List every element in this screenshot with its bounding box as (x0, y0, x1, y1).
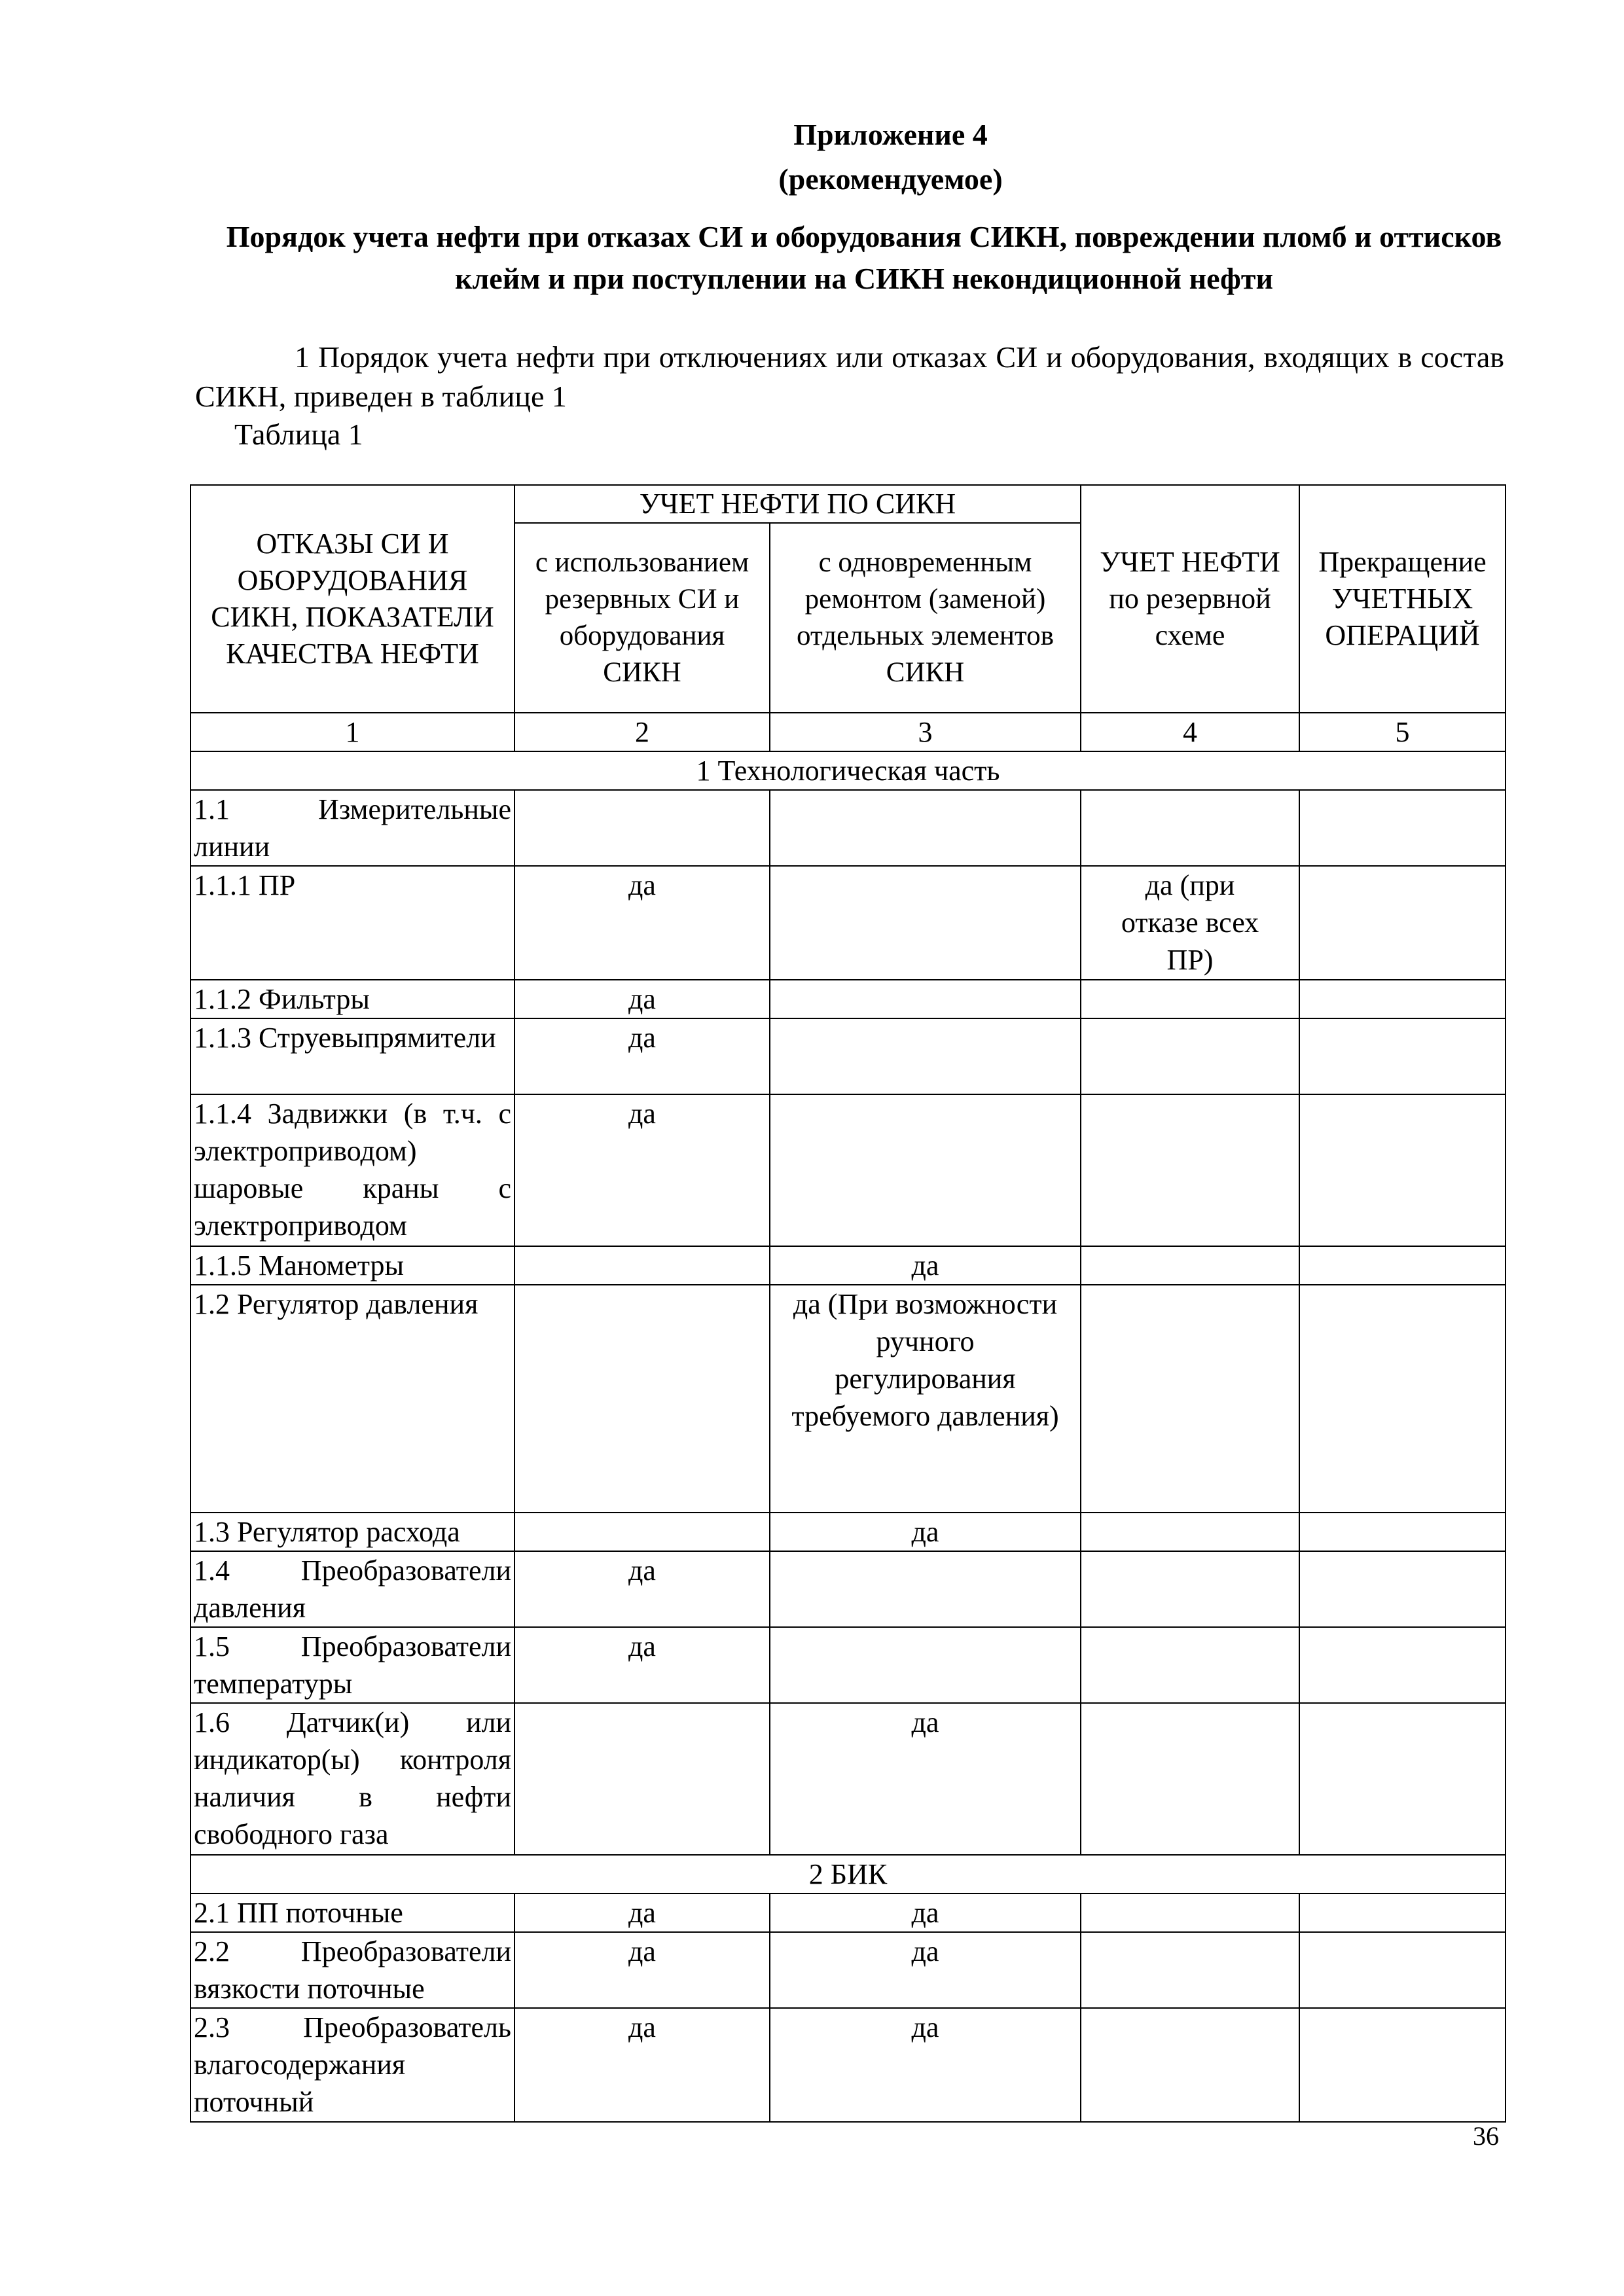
table-row (190, 2008, 1506, 2122)
cell-backup-scheme (1081, 2008, 1299, 2122)
table-row (190, 1627, 1506, 1703)
cell-backup-scheme (1081, 1246, 1299, 1285)
cell-backup-scheme (1081, 1627, 1299, 1703)
cell-stop (1299, 1893, 1506, 1932)
row-label: 1.6 Датчик(и) или индикатор(ы) контроля наличия в нефти свободного газа (190, 1703, 514, 1855)
table-row (190, 1285, 1506, 1513)
cell-reserve: да (514, 866, 770, 980)
header-col2: с использованием резервных СИ и оборудования СИКН (514, 523, 770, 713)
cell-stop (1299, 980, 1506, 1018)
cell-repair (770, 1018, 1081, 1094)
cell-stop (1299, 2008, 1506, 2122)
cell-reserve (514, 1246, 770, 1285)
annex-status: (рекомендуемое) (778, 162, 1003, 196)
table-row (190, 1513, 1506, 1551)
cell-repair (770, 1094, 1081, 1246)
cell-reserve (514, 1513, 770, 1551)
cell-repair (770, 866, 1081, 980)
cell-repair (770, 980, 1081, 1018)
table-row (190, 1893, 1506, 1932)
table-row (190, 1094, 1506, 1246)
cell-reserve (514, 1703, 770, 1855)
cell-stop (1299, 1094, 1506, 1246)
section-row: 2 БИК (190, 1855, 1506, 1893)
row-label: 2.3 Преобразователь влагосодержания поточный (190, 2008, 514, 2122)
cell-reserve: да (514, 1094, 770, 1246)
column-number: 4 (1081, 713, 1299, 751)
cell-backup-scheme (1081, 980, 1299, 1018)
cell-reserve: да (514, 1627, 770, 1703)
cell-stop (1299, 1513, 1506, 1551)
cell-repair: да (770, 1893, 1081, 1932)
cell-repair (770, 790, 1081, 866)
cell-reserve: да (514, 1893, 770, 1932)
cell-backup-scheme (1081, 790, 1299, 866)
row-label: 2.2 Преобразователи вязкости поточные (190, 1932, 514, 2008)
column-number: 1 (190, 713, 514, 751)
row-label: 1.1.3 Струевыпрямители (190, 1018, 514, 1094)
table-caption: Таблица 1 (234, 418, 363, 451)
cell-backup-scheme (1081, 1932, 1299, 2008)
row-label: 2.1 ПП поточные (190, 1893, 514, 1932)
cell-repair (770, 1627, 1081, 1703)
cell-reserve: да (514, 1551, 770, 1627)
cell-backup-scheme (1081, 1703, 1299, 1855)
table-row (190, 1932, 1506, 2008)
header-col4: УЧЕТ НЕФТИ по резервной схеме (1081, 485, 1299, 713)
column-number: 3 (770, 713, 1081, 751)
page-number: 36 (1473, 2121, 1499, 2151)
row-label: 1.5 Преобразователи температуры (190, 1627, 514, 1703)
cell-stop (1299, 1932, 1506, 2008)
column-number: 2 (514, 713, 770, 751)
cell-repair: да (770, 1246, 1081, 1285)
cell-reserve: да (514, 1932, 770, 2008)
cell-repair: да (770, 1513, 1081, 1551)
cell-backup-scheme (1081, 1551, 1299, 1627)
column-number: 5 (1299, 713, 1506, 751)
header-col1: ОТКАЗЫ СИ И ОБОРУДОВАНИЯ СИКН, ПОКАЗАТЕЛИ КАЧЕСТВА НЕФТИ (190, 485, 514, 713)
table-row (190, 1551, 1506, 1627)
cell-backup-scheme (1081, 1094, 1299, 1246)
intro-paragraph: 1 Порядок учета нефти при отключениях или отказах СИ и оборудования, входящих в состав СИКН, приведен в таблице 1 (195, 340, 1504, 413)
document-heading: Порядок учета нефти при отказах СИ и оборудования СИКН, повреждении пломб и оттисков клейм и при поступлении на СИКН некондиционной нефти (226, 220, 1502, 295)
cell-backup-scheme (1081, 1893, 1299, 1932)
cell-repair: да (При возможности ручного регулирования требуемого давления) (770, 1285, 1081, 1513)
cell-reserve (514, 790, 770, 866)
cell-repair: да (770, 2008, 1081, 2122)
cell-reserve: да (514, 980, 770, 1018)
row-label: 1.1.1 ПР (190, 866, 514, 980)
failure-accounting-table (190, 484, 1506, 2123)
table-row (190, 980, 1506, 1018)
cell-repair (770, 1551, 1081, 1627)
cell-repair: да (770, 1932, 1081, 2008)
cell-backup-scheme: да (при отказе всех ПР) (1081, 866, 1299, 980)
table-row (190, 1018, 1506, 1094)
row-label: 1.1.2 Фильтры (190, 980, 514, 1018)
table-row (190, 1703, 1506, 1855)
table-row (190, 790, 1506, 866)
row-label: 1.1.5 Манометры (190, 1246, 514, 1285)
header-group: УЧЕТ НЕФТИ ПО СИКН (514, 485, 1081, 523)
cell-backup-scheme (1081, 1285, 1299, 1513)
cell-stop (1299, 866, 1506, 980)
cell-stop (1299, 1246, 1506, 1285)
header-col3: с одновременным ремонтом (заменой) отдельных элементов СИКН (770, 523, 1081, 713)
row-label: 1.4 Преобразователи давления (190, 1551, 514, 1627)
table-row (190, 866, 1506, 980)
cell-reserve (514, 1285, 770, 1513)
cell-stop (1299, 1703, 1506, 1855)
cell-backup-scheme (1081, 1018, 1299, 1094)
cell-reserve: да (514, 1018, 770, 1094)
cell-stop (1299, 1551, 1506, 1627)
cell-stop (1299, 790, 1506, 866)
header-col5: Прекращение УЧЕТНЫХ ОПЕРАЦИЙ (1299, 485, 1506, 713)
row-label: 1.1 Измерительные линии (190, 790, 514, 866)
section-row: 1 Технологическая часть (190, 751, 1506, 790)
cell-stop (1299, 1627, 1506, 1703)
annex-number: Приложение 4 (793, 118, 988, 151)
row-label: 1.1.4 Задвижки (в т.ч. с электроприводом) шаровые краны с электроприводом (190, 1094, 514, 1246)
row-label: 1.2 Регулятор давления (190, 1285, 514, 1513)
cell-reserve: да (514, 2008, 770, 2122)
cell-stop (1299, 1285, 1506, 1513)
cell-repair: да (770, 1703, 1081, 1855)
table-row (190, 1246, 1506, 1285)
cell-backup-scheme (1081, 1513, 1299, 1551)
cell-stop (1299, 1018, 1506, 1094)
row-label: 1.3 Регулятор расхода (190, 1513, 514, 1551)
